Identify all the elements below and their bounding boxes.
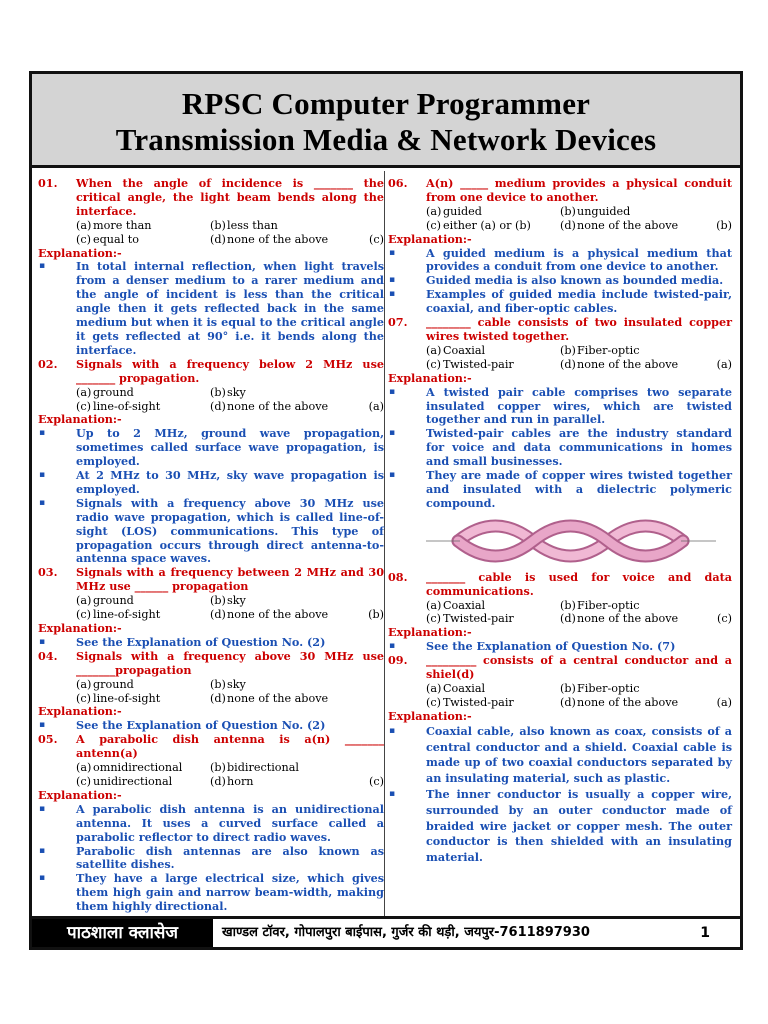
option-text: less than — [227, 218, 278, 232]
option-letter: (c) — [76, 774, 91, 788]
option-letter: (a) — [76, 218, 92, 232]
answer-key: (c) — [717, 612, 732, 626]
explanation-text: A twisted pair cable comprises two separate insulated copper wires, which are twisted together and run in parallel. — [426, 384, 732, 427]
page-number: 1 — [700, 925, 710, 941]
option-letter: (a) — [76, 677, 92, 691]
question-block — [388, 571, 732, 654]
explanation-label: Explanation:- — [388, 370, 472, 385]
explanation-bullet — [388, 640, 732, 654]
question-text — [388, 177, 732, 205]
option-letter: (d) — [210, 399, 226, 413]
question-text — [388, 316, 732, 344]
question-number: 04. — [38, 648, 58, 663]
spacer — [712, 205, 732, 219]
option-text: ground — [93, 385, 134, 399]
square-bullet-icon: ▪ — [389, 247, 396, 258]
answer-key: (b) — [368, 608, 384, 622]
square-bullet-icon: ▪ — [389, 386, 396, 397]
option-letter: (d) — [210, 608, 226, 622]
option-text: none of the above — [577, 612, 679, 626]
option-text: Coaxial — [443, 343, 486, 357]
option-text: Fiber-optic — [577, 343, 640, 357]
option-letter: (c) — [76, 399, 91, 413]
square-bullet-icon: ▪ — [39, 845, 46, 856]
option-letter: (a) — [426, 204, 442, 218]
question-block — [388, 654, 732, 866]
explanation-text: Signals with a frequency above 30 MHz use radio wave propagation, which is called line-of-sight (LOS) communications. This type of propagation occurs through direct antenna-to-antenna space waves. — [76, 495, 384, 566]
question-text — [388, 654, 732, 682]
square-bullet-icon: ▪ — [39, 636, 46, 647]
question-block — [388, 177, 732, 316]
explanation-bullet — [388, 274, 732, 288]
option-letter: (b) — [210, 218, 226, 232]
question-stem: Signals with a frequency above 30 MHz use _______propagation — [76, 648, 384, 677]
spacer — [38, 386, 76, 400]
page-footer — [32, 916, 740, 947]
option-text: guided — [443, 204, 482, 218]
square-bullet-icon: ▪ — [389, 428, 396, 439]
explanation-text: Up to 2 MHz, ground wave propagation, sometimes called surface wave propagation, is employed. — [76, 426, 384, 469]
explanation-text: See the Explanation of Question No. (2) — [76, 718, 326, 733]
option-text: equal to — [93, 232, 140, 246]
explanation-label: Explanation:- — [38, 787, 122, 802]
explanation-bullet — [38, 260, 384, 357]
option-letter: (d) — [560, 218, 576, 232]
option-text: Fiber-optic — [577, 598, 640, 612]
explanation-bullet — [388, 724, 732, 787]
square-bullet-icon: ▪ — [389, 641, 396, 652]
question-block — [38, 733, 384, 914]
option-letter: (c) — [426, 218, 441, 232]
column-divider — [384, 171, 385, 919]
option-text: none of the above — [577, 357, 679, 371]
option-text: line-of-sight — [93, 608, 161, 622]
content-columns — [32, 171, 740, 919]
option-letter: (b) — [210, 594, 226, 608]
option-text: bidirectional — [227, 761, 299, 775]
explanation-text: A parabolic dish antenna is an unidirectional antenna. It uses a curved surface called a parabolic reflector to direct radio waves. — [76, 801, 384, 844]
explanation-text: They are made of copper wires twisted together and insulated with a dielectric polymeric compound. — [426, 468, 732, 510]
spacer — [38, 692, 76, 706]
options-grid — [38, 386, 384, 414]
option-text: sky — [227, 385, 246, 399]
spacer — [388, 219, 426, 233]
right-column — [388, 177, 732, 866]
explanation-bullet — [388, 247, 732, 275]
question-number: 05. — [38, 732, 58, 747]
option-text: ground — [93, 677, 134, 691]
question-stem: When the angle of incidence is _______ the critical angle, the light beam bends along the interface. — [76, 176, 384, 218]
footer-address: खाण्डल टॉवर, गोपालपुरा बाईपास, गुर्जर की थड़ी, जयपुर-7611897930 — [222, 925, 590, 940]
option-text: omnidirectional — [93, 761, 183, 775]
option-text: more than — [93, 218, 152, 232]
spacer — [388, 682, 426, 696]
option-letter: (b) — [210, 761, 226, 775]
question-number: 03. — [38, 565, 58, 580]
square-bullet-icon: ▪ — [39, 428, 46, 439]
question-text — [38, 650, 384, 678]
brand-logo-text: पाठशाला क्लासेज — [32, 919, 213, 947]
explanation-bullet — [38, 427, 384, 469]
option-letter: (b) — [560, 598, 576, 612]
option-text: none of the above — [227, 608, 329, 622]
question-text — [38, 733, 384, 761]
square-bullet-icon: ▪ — [389, 275, 396, 286]
spacer — [38, 233, 76, 247]
option-letter: (d) — [210, 774, 226, 788]
option-text: Twisted-pair — [443, 357, 514, 371]
spacer — [38, 219, 76, 233]
square-bullet-icon: ▪ — [389, 788, 396, 799]
square-bullet-icon: ▪ — [389, 289, 396, 300]
square-bullet-icon: ▪ — [39, 497, 46, 508]
options-grid — [388, 682, 732, 710]
spacer — [364, 678, 384, 692]
explanation-label: Explanation:- — [388, 231, 472, 246]
option-text: Coaxial — [443, 682, 486, 695]
option-letter: (d) — [210, 232, 226, 246]
explanation-bullet — [388, 469, 732, 511]
page-title-line1: RPSC Computer Programmer — [181, 86, 591, 121]
explanation-text: Examples of guided media include twisted-pair, coaxial, and fiber-optic cables. — [426, 287, 732, 316]
option-letter: (d) — [560, 357, 576, 371]
explanation-bullet — [38, 636, 384, 650]
option-letter: (b) — [210, 677, 226, 691]
question-block — [38, 358, 384, 567]
option-letter: (a) — [76, 761, 92, 775]
option-letter: (c) — [426, 612, 441, 626]
options-grid — [388, 344, 732, 372]
explanation-label: Explanation:- — [388, 708, 472, 723]
square-bullet-icon: ▪ — [389, 725, 396, 736]
question-number: 08. — [388, 569, 408, 584]
question-number: 01. — [38, 176, 58, 190]
spacer — [38, 761, 76, 775]
spacer — [712, 599, 732, 613]
option-letter: (d) — [210, 691, 226, 705]
options-grid — [388, 599, 732, 627]
question-stem: Signals with a frequency between 2 MHz and 30 MHz use ______ propagation — [76, 565, 384, 594]
spacer — [388, 358, 426, 372]
square-bullet-icon: ▪ — [39, 470, 46, 481]
spacer — [364, 386, 384, 400]
explanation-text: Guided media is also known as bounded media. — [426, 273, 724, 288]
option-letter: (c) — [76, 691, 91, 705]
question-number: 07. — [388, 315, 408, 330]
option-text: sky — [227, 594, 246, 608]
answer-key: (a) — [716, 695, 732, 709]
square-bullet-icon: ▪ — [39, 720, 46, 731]
question-block — [38, 566, 384, 649]
question-number: 02. — [38, 356, 58, 371]
answer-key: (a) — [716, 357, 732, 371]
option-letter: (b) — [560, 343, 576, 357]
explanation-text: See the Explanation of Question No. (2) — [76, 634, 326, 649]
option-letter: (c) — [76, 608, 91, 622]
option-text: line-of-sight — [93, 399, 161, 413]
option-text: ground — [93, 594, 134, 608]
explanation-label: Explanation:- — [38, 704, 122, 719]
answer-key: (c) — [369, 232, 384, 246]
option-text: Twisted-pair — [443, 612, 514, 626]
explanation-label: Explanation:- — [38, 245, 122, 260]
spacer — [388, 599, 426, 613]
spacer — [38, 594, 76, 608]
spacer — [364, 594, 384, 608]
spacer — [38, 608, 76, 622]
spacer — [712, 344, 732, 358]
option-text: Fiber-optic — [577, 682, 640, 695]
option-text: line-of-sight — [93, 691, 161, 705]
spacer — [712, 682, 732, 696]
explanation-label: Explanation:- — [38, 621, 122, 635]
explanation-bullet — [38, 719, 384, 733]
explanation-bullet — [388, 288, 732, 316]
option-letter: (d) — [560, 695, 576, 709]
answer-key — [364, 692, 384, 706]
option-text: Twisted-pair — [443, 695, 514, 709]
explanation-text: Coaxial cable, also known as coax, consists of a central conductor and a shield. Coaxial cable is made up of two coaxial conductors separated by an insulating material, such as plastic. — [426, 723, 732, 786]
option-letter: (a) — [76, 385, 92, 399]
explanation-bullet — [388, 386, 732, 428]
question-number: 06. — [388, 176, 408, 190]
option-letter: (d) — [560, 612, 576, 626]
options-grid — [38, 594, 384, 622]
question-stem: ________ cable consists of two insulated copper wires twisted together. — [426, 315, 732, 343]
explanation-text: They have a large electrical size, which gives them high gain and narrow beam-width, making them highly directional. — [76, 871, 384, 914]
explanation-text: See the Explanation of Question No. (7) — [426, 639, 676, 654]
spacer — [388, 696, 426, 710]
answer-key: (a) — [368, 399, 384, 413]
question-stem: _________ consists of a central conductor and a shiel(d) — [426, 653, 732, 682]
left-column — [38, 177, 384, 914]
page-title-line2: Transmission Media & Network Devices — [115, 122, 657, 157]
question-stem: _______ cable is used for voice and data communications. — [426, 569, 732, 598]
options-grid — [38, 219, 384, 247]
option-text: either (a) or (b) — [443, 218, 531, 232]
explanation-text: In total internal reflection, when light travels from a denser medium to a rarer medium and the angle of incident is less than the critical angle then it gets reflected back in the same medium but when it is equal to the critical angle it gets reflected at 90° i.e. it bends along the interface. — [76, 259, 384, 357]
explanation-label: Explanation:- — [388, 625, 472, 640]
option-letter: (a) — [426, 598, 442, 612]
option-text: none of the above — [577, 695, 679, 709]
option-letter: (c) — [76, 232, 91, 246]
question-stem: A parabolic dish antenna is a(n) _______ antenn(a) — [76, 732, 384, 761]
explanation-text: The inner conductor is usually a copper wire, surrounded by an outer conductor made of braided wire jacket or copper mesh. The outer conductor is then shielded with an insulating material. — [426, 786, 732, 865]
option-text: none of the above — [227, 399, 329, 413]
question-block — [38, 650, 384, 733]
spacer — [364, 219, 384, 233]
spacer — [364, 761, 384, 775]
option-text: unidirectional — [93, 774, 173, 788]
option-letter: (a) — [76, 594, 92, 608]
option-letter: (c) — [426, 357, 441, 371]
question-text — [388, 571, 732, 599]
option-text: none of the above — [577, 218, 679, 232]
spacer — [388, 344, 426, 358]
option-text: sky — [227, 677, 246, 691]
spacer — [38, 400, 76, 414]
option-text: none of the above — [227, 232, 329, 246]
explanation-bullet — [38, 872, 384, 914]
explanation-bullet — [388, 427, 732, 469]
question-page — [29, 71, 743, 950]
square-bullet-icon: ▪ — [39, 873, 46, 884]
explanation-text: Parabolic dish antennas are also known as satellite dishes. — [76, 843, 384, 872]
question-stem: A(n) _____ medium provides a physical conduit from one device to another. — [426, 176, 732, 204]
explanation-text: Twisted-pair cables are the industry standard for voice and data communications in homes and small businesses. — [426, 426, 732, 469]
explanation-text: A guided medium is a physical medium that provides a conduit from one device to another. — [426, 245, 732, 274]
explanation-bullet — [38, 845, 384, 873]
explanation-bullet — [38, 497, 384, 567]
twisted-pair-figure — [388, 517, 732, 565]
options-grid — [38, 761, 384, 789]
question-text — [38, 177, 384, 219]
question-number: 09. — [388, 653, 408, 668]
question-stem: Signals with a frequency below 2 MHz use _______ propagation. — [76, 356, 384, 385]
explanation-label: Explanation:- — [38, 412, 122, 427]
option-letter: (a) — [426, 343, 442, 357]
options-grid — [38, 678, 384, 706]
question-block — [388, 316, 732, 511]
page-header — [32, 74, 740, 168]
option-letter: (b) — [560, 204, 576, 218]
square-bullet-icon: ▪ — [389, 470, 396, 481]
option-letter: (c) — [426, 695, 441, 709]
option-text: Coaxial — [443, 598, 486, 612]
option-text: none of the above — [227, 691, 329, 705]
explanation-bullet — [38, 469, 384, 497]
twisted-pair-cable-image — [388, 517, 732, 565]
square-bullet-icon: ▪ — [39, 261, 46, 272]
explanation-bullet — [388, 787, 732, 866]
option-letter: (b) — [560, 682, 576, 695]
option-letter: (b) — [210, 385, 226, 399]
square-bullet-icon: ▪ — [39, 803, 46, 814]
answer-key: (b) — [716, 218, 732, 232]
option-text: unguided — [577, 204, 631, 218]
spacer — [388, 205, 426, 219]
spacer — [388, 612, 426, 626]
option-letter: (a) — [426, 682, 442, 695]
question-text — [38, 566, 384, 594]
question-block — [38, 177, 384, 358]
option-text: horn — [227, 774, 254, 788]
spacer — [38, 678, 76, 692]
options-grid — [388, 205, 732, 233]
explanation-bullet — [38, 803, 384, 845]
question-text — [38, 358, 384, 386]
answer-key: (c) — [369, 774, 384, 788]
spacer — [38, 775, 76, 789]
explanation-text: At 2 MHz to 30 MHz, sky wave propagation is employed. — [76, 468, 384, 496]
